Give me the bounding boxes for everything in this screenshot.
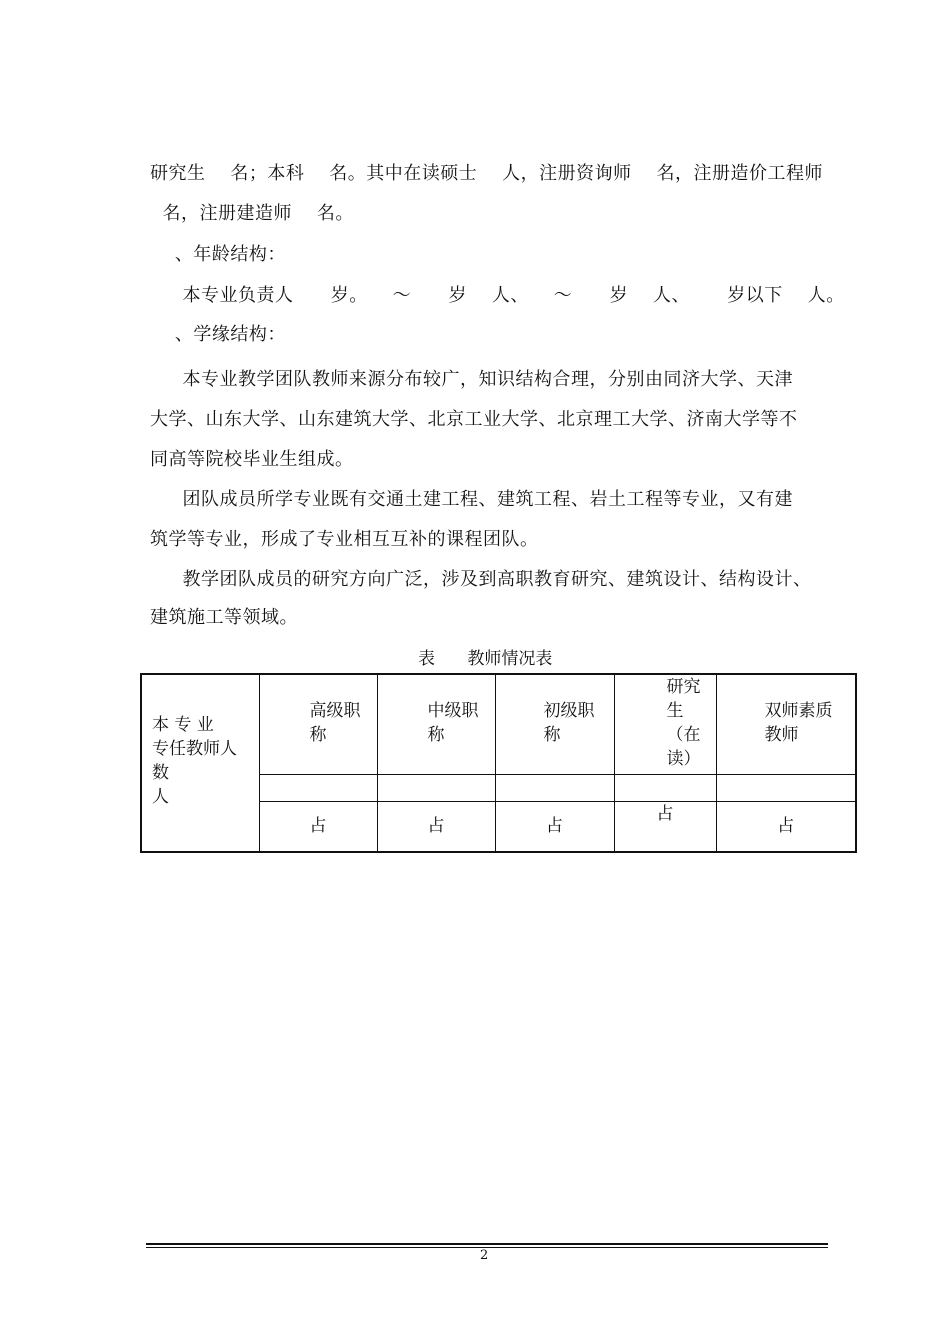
full-time-teachers-label: 本 专 业 专任教师人 数 人 <box>152 715 237 807</box>
percent-cell: 占 <box>377 801 495 852</box>
paragraph-line: 教学团队成员的研究方向广泛，涉及到高职教育研究、建筑设计、结构设计、 <box>170 569 812 590</box>
percent-cell: 占 <box>259 801 377 852</box>
paragraph-line: 研究生 名；本科 名。其中在读硕士 人，注册资询师 名，注册造价工程师 <box>150 163 824 184</box>
first-column-cell <box>141 674 259 852</box>
page-number: 2 <box>480 1248 489 1263</box>
teacher-table <box>140 673 857 853</box>
count-cell <box>614 774 716 801</box>
paragraph-line: 筑学等专业，形成了专业相互互补的课程团队。 <box>150 529 539 550</box>
paragraph-line: 同高等院校毕业生组成。 <box>150 449 354 470</box>
header-cell: 初级职 称 <box>495 674 614 774</box>
paragraph-line: 本专业教学团队教师来源分布较广，知识结构合理，分别由同济大学、天津 <box>170 369 793 390</box>
percent-cell: 占 <box>716 801 856 852</box>
header-cell: 中级职 称 <box>377 674 495 774</box>
header-cell: 研究 生 （在 读） <box>614 674 716 774</box>
paragraph-line: 本专业负责人 岁。 ～ 岁 人、 ～ 岁 人、 岁以下 人。 <box>170 285 845 306</box>
paragraph-line: 大学、山东大学、山东建筑大学、北京工业大学、北京理工大学、济南大学等不 <box>150 409 798 430</box>
paragraph-line: 名，注册建造师 名。 <box>150 203 354 224</box>
count-cell <box>495 774 614 801</box>
section-heading-age: 、年龄结构： <box>150 244 286 265</box>
percent-cell: 占 <box>495 801 614 852</box>
header-cell: 双师素质 教师 <box>716 674 856 774</box>
count-cell <box>716 774 856 801</box>
paragraph-line: 团队成员所学专业既有交通土建工程、建筑工程、岩土工程等专业，又有建 <box>170 489 793 510</box>
header-cell: 高级职 称 <box>259 674 377 774</box>
section-heading-origin: 、学缘结构： <box>150 324 286 345</box>
count-cell <box>259 774 377 801</box>
percent-cell: 占 <box>614 801 716 852</box>
table-caption: 表 教师情况表 <box>418 649 553 669</box>
paragraph-line: 建筑施工等领域。 <box>150 607 298 628</box>
count-cell <box>377 774 495 801</box>
footer-rule <box>146 1243 828 1245</box>
